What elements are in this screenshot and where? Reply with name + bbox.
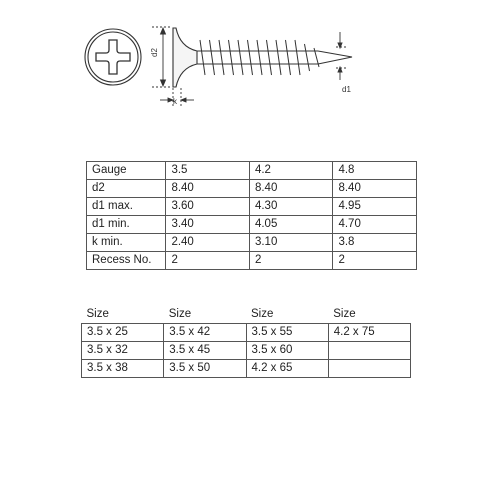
size-row bbox=[82, 342, 411, 360]
spec-cell: 8.40 bbox=[333, 180, 417, 198]
size-cell: 3.5 x 60 bbox=[246, 342, 328, 360]
spec-cell: 3.8 bbox=[333, 234, 417, 252]
spec-cell: 4.30 bbox=[249, 198, 333, 216]
size-cell: 3.5 x 32 bbox=[82, 342, 164, 360]
spec-row bbox=[87, 162, 417, 180]
spec-cell: 2 bbox=[249, 252, 333, 270]
spec-cell: 2.40 bbox=[166, 234, 250, 252]
spec-row-label: d1 max. bbox=[87, 198, 166, 216]
spec-cell: 3.60 bbox=[166, 198, 250, 216]
size-header: Size bbox=[86, 307, 109, 320]
spec-row-label: d1 min. bbox=[87, 216, 166, 234]
spec-cell: 3.10 bbox=[249, 234, 333, 252]
size-cell bbox=[328, 360, 410, 378]
size-cell: 4.2 x 75 bbox=[328, 324, 410, 342]
size-header-row bbox=[82, 305, 411, 324]
spec-cell: 4.8 bbox=[333, 162, 417, 180]
spec-cell: 2 bbox=[166, 252, 250, 270]
screw-technical-drawing bbox=[0, 0, 500, 120]
d2-label: d2 bbox=[150, 48, 159, 57]
size-cell bbox=[328, 342, 410, 360]
size-cell: 3.5 x 42 bbox=[164, 324, 246, 342]
spec-row-label: Recess No. bbox=[87, 252, 166, 270]
spec-cell: 4.70 bbox=[333, 216, 417, 234]
spec-cell: 8.40 bbox=[166, 180, 250, 198]
spec-row bbox=[87, 216, 417, 234]
size-table bbox=[81, 305, 411, 378]
d1-label: d1 bbox=[342, 85, 351, 94]
size-cell: 3.5 x 50 bbox=[164, 360, 246, 378]
spec-cell: 4.05 bbox=[249, 216, 333, 234]
k-dimension bbox=[160, 88, 194, 106]
spec-cell: 4.2 bbox=[249, 162, 333, 180]
size-row bbox=[82, 324, 411, 342]
screw-head-top-view bbox=[85, 29, 141, 85]
spec-row-label: Gauge bbox=[87, 162, 166, 180]
k-label: k bbox=[173, 97, 177, 106]
size-header: Size bbox=[333, 307, 356, 320]
size-header: Size bbox=[251, 307, 274, 320]
spec-cell: 3.40 bbox=[166, 216, 250, 234]
spec-row-label: d2 bbox=[87, 180, 166, 198]
spec-cell: 4.95 bbox=[333, 198, 417, 216]
spec-row bbox=[87, 180, 417, 198]
size-cell: 4.2 x 65 bbox=[246, 360, 328, 378]
size-cell: 3.5 x 55 bbox=[246, 324, 328, 342]
size-cell: 3.5 x 45 bbox=[164, 342, 246, 360]
size-cell: 3.5 x 25 bbox=[82, 324, 164, 342]
size-row bbox=[82, 360, 411, 378]
spec-cell: 8.40 bbox=[249, 180, 333, 198]
spec-row-label: k min. bbox=[87, 234, 166, 252]
spec-row bbox=[87, 234, 417, 252]
size-header: Size bbox=[168, 307, 192, 320]
spec-cell: 3.5 bbox=[166, 162, 250, 180]
specification-table bbox=[86, 161, 417, 270]
spec-row bbox=[87, 252, 417, 270]
spec-row bbox=[87, 198, 417, 216]
size-cell: 3.5 x 38 bbox=[82, 360, 164, 378]
screw-side-view bbox=[173, 28, 352, 87]
spec-cell: 2 bbox=[333, 252, 417, 270]
